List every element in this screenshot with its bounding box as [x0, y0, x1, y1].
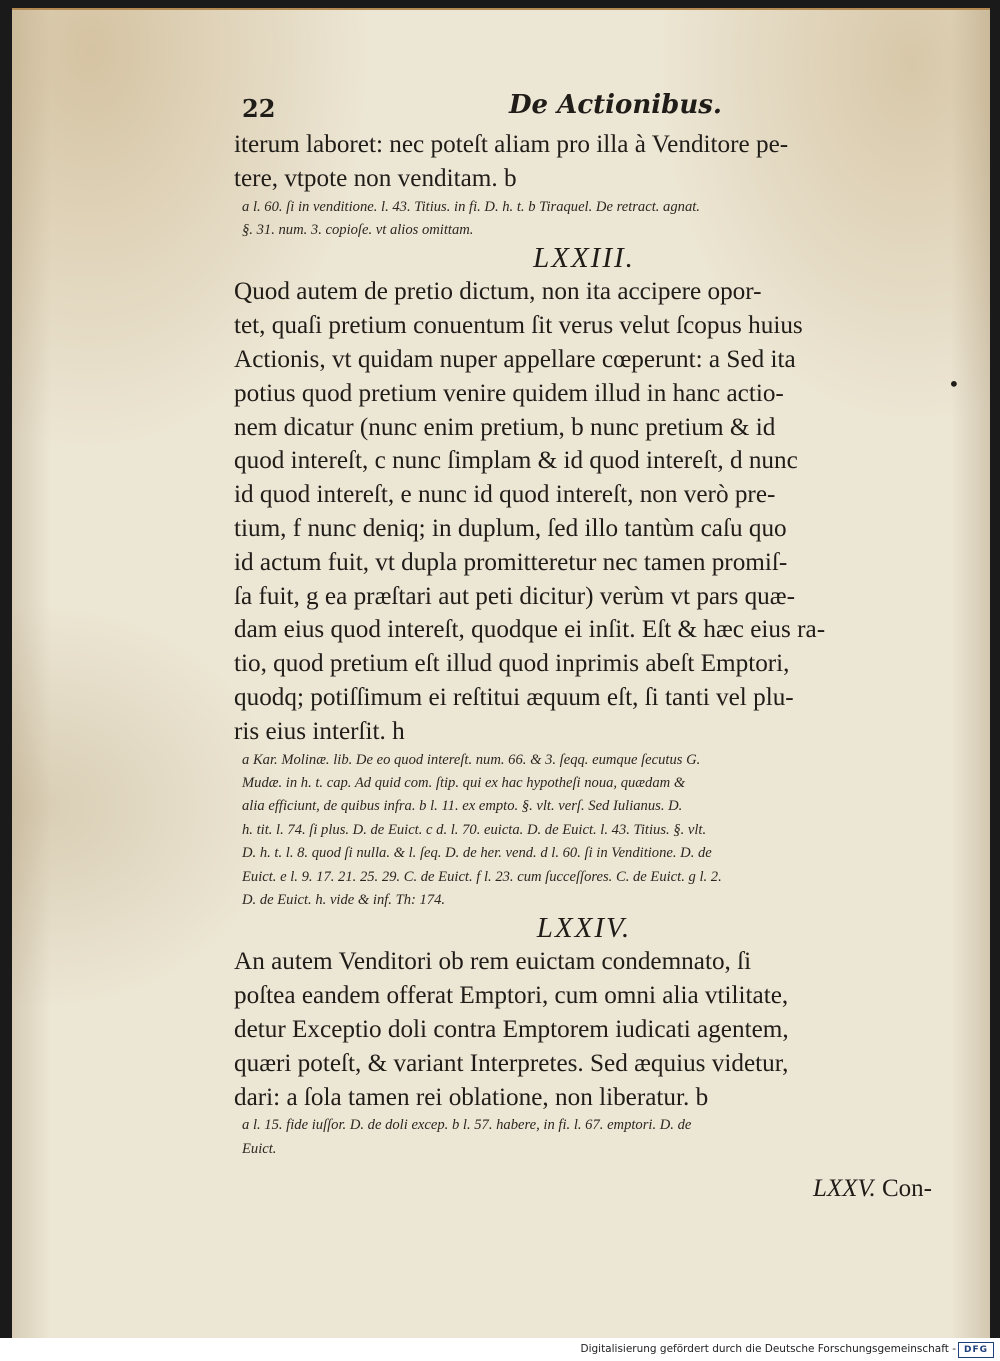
text-line: quod intereſt, c nunc ſimplam & id quod intereſt, d nunc [234, 447, 798, 475]
footnote-line: Mudæ. in h. t. cap. Ad quid com. ſtip. qui ex hac hypotheſi noua, quædam & [242, 774, 686, 791]
book-page [12, 8, 990, 1338]
text-block-3 [234, 945, 934, 1114]
text-line: quodq; potiſſimum ei reſtitui æquum eſt, ſi tanti vel plu- [234, 683, 794, 711]
footnote-line: D. h. t. l. 8. quod ſi nulla. & l. ſeq. D. de her. vend. d l. 60. ſi in Venditione. D. de [242, 845, 712, 862]
footnote-line: D. de Euict. h. vide & inf. Th: 174. [242, 892, 446, 908]
text-line: tet, quaſi pretium conuentum ſit verus velut ſcopus huius [234, 312, 803, 340]
catchword-numeral: LXXV. [813, 1175, 876, 1203]
text-block-1 [234, 128, 934, 196]
footnotes-3 [242, 1114, 934, 1161]
text-line: dari: a ſola tamen rei oblatione, non liberatur. b [234, 1083, 709, 1111]
footnotes-2 [242, 749, 934, 913]
text-line: dam eius quod intereſt, quodque ei inſit. Eſt & hæc eius ra- [234, 616, 826, 644]
text-line: Actionis, vt quidam nuper appellare cœperunt: a Sed ita [234, 346, 796, 373]
footnote-line: §. 31. num. 3. copioſe. vt alios omittam. [242, 222, 474, 238]
text-line: poſtea eandem offerat Emptori, cum omni alia vtilitate, [234, 982, 789, 1010]
text-line: An autem Venditori ob rem euictam condemnato, ſi [234, 948, 752, 976]
section-heading-lxxiii: LXXIII. [533, 242, 635, 275]
footnote-line: a l. 15. fide iuſſor. D. de doli excep. b l. 57. habere, in fi. l. 67. emptori. D. de [242, 1117, 692, 1134]
text-line: id quod intereſt, e nunc id quod intereſt, non verò pre- [234, 481, 776, 509]
catchword-word: Con- [882, 1175, 932, 1203]
text-line: potius quod pretium venire quidem illud in hanc actio- [234, 379, 784, 407]
text-line: ris eius interſit. h [234, 717, 405, 745]
footnotes-1 [242, 196, 934, 243]
text-line: ſa fuit, g ea præſtari aut peti dicitur) verùm vt pars quæ- [234, 582, 795, 610]
text-block-2 [234, 275, 934, 748]
footnote-line: Euict. e l. 9. 17. 21. 25. 29. C. de Euict. f l. 23. cum ſucceſſores. C. de Euict. g l. 2. [242, 868, 722, 885]
text-line: iterum laboret: nec poteſt aliam pro illa à Venditore pe- [234, 131, 789, 158]
text-line: nem dicatur (nunc enim pretium, b nunc pretium & id [234, 413, 776, 441]
footnote-line: h. tit. l. 74. ſi plus. D. de Euict. c d. l. 70. euicta. D. de Euict. l. 43. Titius. §. vlt. [242, 821, 707, 838]
text-line: tium, f nunc deniq; in duplum, ſed illo tantùm caſu quo [234, 514, 787, 542]
catchword [234, 1175, 934, 1203]
footnote-line: a Kar. Molinæ. lib. De eo quod intereſt. num. 66. & 3. ſeqq. eumque ſecutus G. [242, 751, 701, 768]
text-line: detur Exceptio doli contra Emptorem iudicati agentem, [234, 1016, 789, 1043]
section-heading-lxxiv: LXXIV. [536, 912, 632, 945]
digitization-footer [0, 1338, 1000, 1361]
footnote-line: alia efficiunt, de quibus infra. b l. 11. ex empto. §. vlt. verſ. Sed Iulianus. D. [242, 798, 683, 815]
text-line: quæri poteſt, & variant Interpretes. Sed æquius videtur, [234, 1049, 789, 1077]
running-title: De Actionibus. [509, 90, 722, 120]
text-line: id actum fuit, vt dupla promitteretur nec tamen promiſ- [234, 548, 788, 576]
footnote-line: a l. 60. ſi in venditione. l. 43. Titius. in fi. D. h. t. b Tiraquel. De retract. agnat. [242, 198, 700, 215]
page-number: 22 [242, 94, 276, 123]
footnote-line: Euict. [242, 1140, 277, 1157]
text-line: Quod autem de pretio dictum, non ita accipere opor- [234, 278, 762, 306]
stray-ink-dot: • [948, 372, 960, 396]
running-head [234, 88, 934, 128]
dfg-logo-icon: DFG [958, 1342, 994, 1358]
page-content [234, 88, 934, 1203]
funding-credit: Digitalisierung gefördert durch die Deutsche Forschungsgemeinschaft - [580, 1343, 956, 1355]
text-line: tere, vtpote non venditam. b [234, 164, 517, 192]
text-line: tio, quod pretium eſt illud quod inprimis abeſt Emptori, [234, 650, 790, 678]
